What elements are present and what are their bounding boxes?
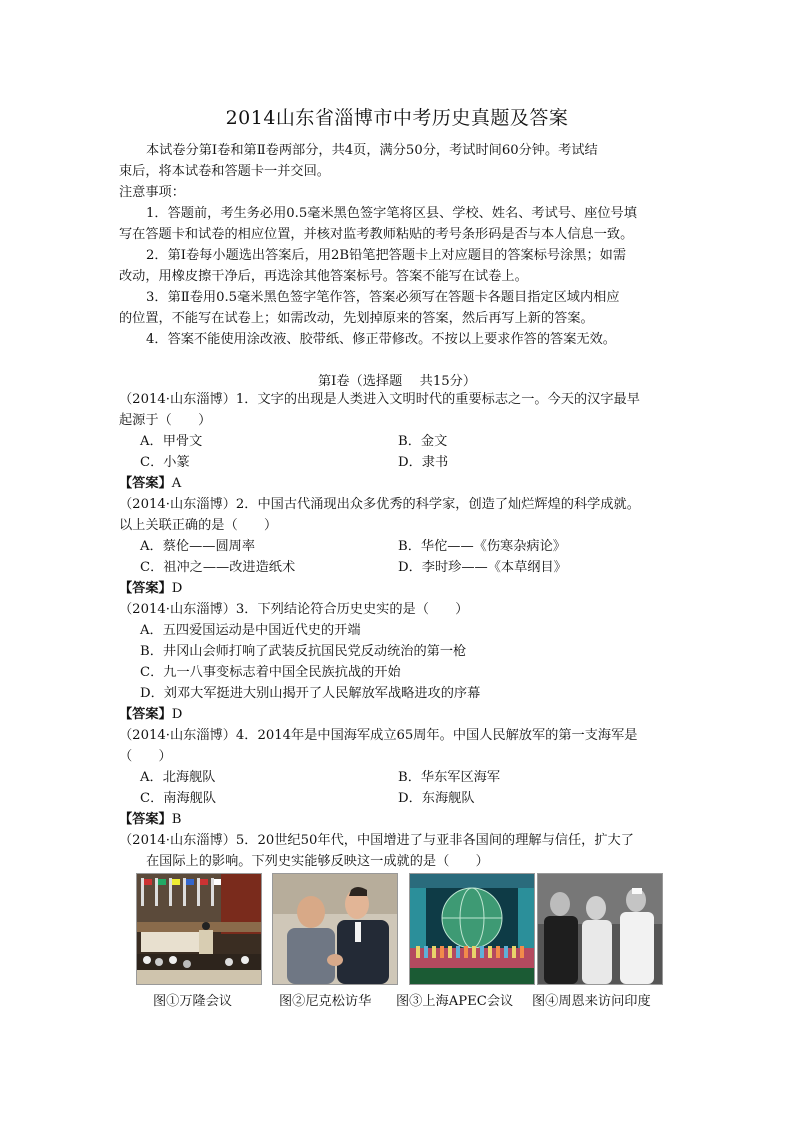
question-stem: （2014·山东淄博）1．文字的出现是人类进入文明时代的重要标志之一。今天的汉字最早 <box>119 392 640 407</box>
option-d: D．刘邓大军挺进大别山揭开了人民解放军战略进攻的序幕 <box>140 686 481 701</box>
answer-label: 【答案】 <box>119 581 172 596</box>
option-b: B．井冈山会师打响了武装反抗国民党反动统治的第一枪 <box>140 644 467 659</box>
shanghai-apec-photo <box>409 873 535 985</box>
question-stem: （2014·山东淄博）5．20世纪50年代，中国增进了与亚非各国间的理解与信任，扩大了 <box>119 833 634 848</box>
page-title: 2014山东省淄博市中考历史真题及答案 <box>225 107 569 129</box>
option-c: C．九一八事变标志着中国全民族抗战的开始 <box>140 665 401 680</box>
option-d: D．李时珍——《本草纲目》 <box>398 560 567 575</box>
question-stem: （ ） <box>119 749 172 764</box>
note-line: 的位置，不能写在试卷上；如需改动，先划掉原来的答案，然后再写上新的答案。 <box>119 311 594 326</box>
answer-value: A <box>171 476 182 491</box>
bandung-conference-photo <box>136 873 262 985</box>
photo-caption: 图①万隆会议 <box>153 994 233 1009</box>
question-stem: （2014·山东淄博）4．2014年是中国海军成立65周年。中国人民解放军的第一支海军是 <box>119 728 638 743</box>
option-c: C．祖冲之——改进造纸术 <box>140 560 296 575</box>
answer-line <box>119 704 182 725</box>
note-line: 写在答题卡和试卷的相应位置，并核对监考教师粘贴的考号条形码是否与本人信息一致。 <box>119 227 634 242</box>
answer-line <box>119 473 181 494</box>
question-stem: 在国际上的影响。下列史实能够反映这一成就的是（ ） <box>146 854 489 869</box>
notes-heading: 注意事项： <box>119 185 185 200</box>
photo-caption: 图③上海APEC会议 <box>396 994 514 1009</box>
intro-line: 本试卷分第Ⅰ卷和第Ⅱ卷两部分，共4页，满分50分，考试时间60分钟。考试结 <box>146 143 598 158</box>
shanghai-apec-illustration <box>410 874 534 984</box>
option-a: A．蔡伦——圆周率 <box>140 539 256 554</box>
question-stem: （2014·山东淄博）3．下列结论符合历史史实的是（ ） <box>119 602 469 617</box>
nixon-visit-illustration <box>273 874 397 984</box>
note-line: 2．第Ⅰ卷每小题选出答案后，用2B铅笔把答题卡上对应题目的答案标号涂黑；如需 <box>146 248 627 263</box>
answer-line <box>119 578 182 599</box>
photo-caption: 图④周恩来访问印度 <box>532 994 651 1009</box>
zhou-enlai-india-photo <box>537 873 663 985</box>
answer-label: 【答案】 <box>119 707 172 722</box>
answer-line <box>119 809 181 830</box>
photo-caption: 图②尼克松访华 <box>279 994 372 1009</box>
note-line: 1．答题前，考生务必用0.5毫米黑色签字笔将区县、学校、姓名、考试号、座位号填 <box>146 206 637 221</box>
option-b: B．华东军区海军 <box>398 770 501 785</box>
option-c: C．南海舰队 <box>140 791 217 806</box>
nixon-visit-photo <box>272 873 398 985</box>
note-line: 3．第Ⅱ卷用0.5毫米黑色签字笔作答，答案必须写在答题卡各题目指定区域内相应 <box>146 290 620 305</box>
question-stem: （2014·山东淄博）2．中国古代涌现出众多优秀的科学家，创造了灿烂辉煌的科学成就。 <box>119 497 640 512</box>
intro-line: 束后，将本试卷和答题卡一并交回。 <box>119 164 330 179</box>
section-title: 第Ⅰ卷（选择题 共15分） <box>317 374 477 389</box>
option-c: C．小篆 <box>140 455 190 470</box>
option-a: A．北海舰队 <box>140 770 216 785</box>
zhou-enlai-india-illustration <box>538 874 662 984</box>
question-stem: 以上关联正确的是（ ） <box>119 518 278 533</box>
option-d: D．东海舰队 <box>398 791 475 806</box>
option-b: B．华佗——《伤寒杂病论》 <box>398 539 566 554</box>
answer-label: 【答案】 <box>119 476 172 491</box>
answer-value: D <box>171 581 183 596</box>
bandung-conference-illustration <box>137 874 261 984</box>
option-a: A．五四爱国运动是中国近代史的开端 <box>140 623 361 638</box>
answer-value: B <box>171 812 182 827</box>
question-stem: 起源于（ ） <box>119 413 212 428</box>
option-a: A．甲骨文 <box>140 434 203 449</box>
answer-value: D <box>171 707 183 722</box>
option-b: B．金文 <box>398 434 448 449</box>
note-line: 改动，用橡皮擦干净后，再选涂其他答案标号。答案不能写在试卷上。 <box>119 269 528 284</box>
option-d: D．隶书 <box>398 455 449 470</box>
answer-label: 【答案】 <box>119 812 172 827</box>
note-line: 4．答案不能使用涂改液、胶带纸、修正带修改。不按以上要求作答的答案无效。 <box>146 332 616 347</box>
